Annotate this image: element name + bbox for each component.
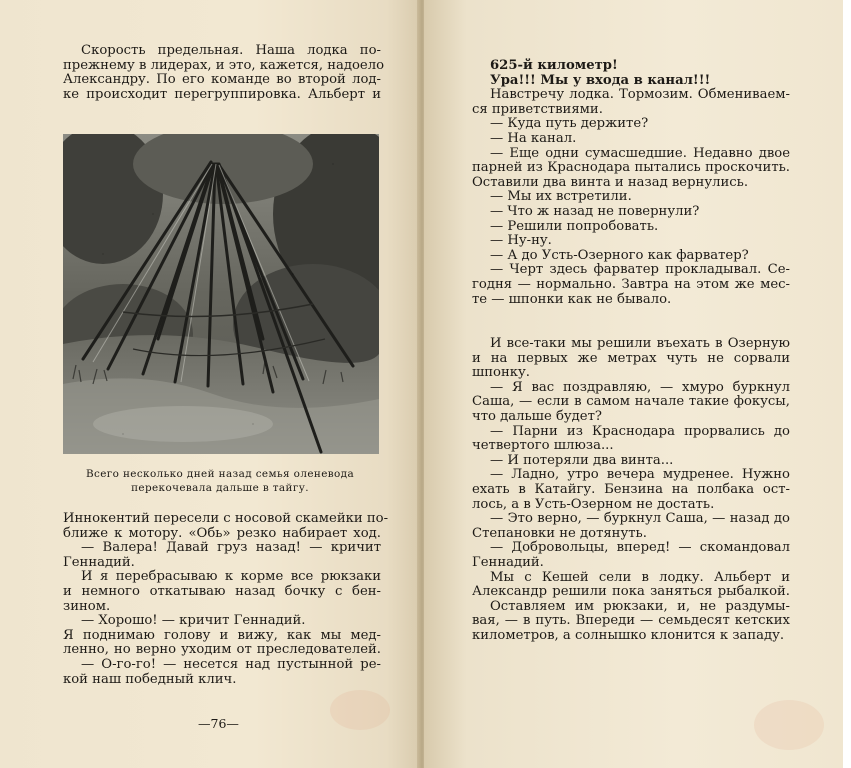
right-page xyxy=(424,0,851,768)
page-edge xyxy=(843,0,851,768)
tepee-illustration xyxy=(63,134,379,454)
text-line: — Что ж назад не повернули? xyxy=(490,203,700,219)
text-line: годня — нормально. Завтра на этом же мес- xyxy=(472,276,790,292)
text-line: — Ну-ну. xyxy=(490,233,552,249)
text-line: Навстречу лодка. Тормозим. Обмениваем- xyxy=(490,87,790,103)
text-line: Александр решили пока заняться рыбалкой. xyxy=(472,584,790,600)
text-line: Саша, — если в самом начале такие фокусы, xyxy=(472,394,790,410)
tepee-frame-photo xyxy=(63,134,379,454)
text-line: лось, а в Усть-Озерном не достать. xyxy=(472,496,715,512)
text-line: — О-го-го! — несется над пустынной ре- xyxy=(81,656,381,672)
text-line: четвертого шлюза... xyxy=(472,438,614,454)
text-line: — Мы их встретили. xyxy=(490,189,632,205)
text-line: — Это верно, — буркнул Саша, — назад до xyxy=(490,511,790,527)
text-line: что дальше будет? xyxy=(472,408,602,424)
text-line: — Парни из Краснодара прорвались до xyxy=(490,423,790,439)
caption-line: перекочевала дальше в тайгу. xyxy=(131,482,309,494)
text-line: Я поднимаю голову и вижу, как мы мед- xyxy=(63,627,381,643)
paper-stain xyxy=(330,690,390,730)
text-line: шпонку. xyxy=(472,365,530,381)
text-line: И я перебрасываю к корме все рюкзаки xyxy=(81,569,381,585)
text-line: Мы с Кешей сели в лодку. Альберт и xyxy=(490,569,790,585)
text-line: Александру. По его команде во второй лод- xyxy=(63,72,381,88)
text-line: ся приветствиями. xyxy=(472,101,603,117)
text-line: и немного откатываю назад бочку с бен- xyxy=(63,583,381,599)
caption-line: Всего несколько дней назад семья оленевода xyxy=(85,468,355,480)
paper-stain xyxy=(754,700,824,750)
text-line: Иннокентий пересели с носовой скамейки по- xyxy=(63,511,389,526)
text-line: ехать в Катайгу. Бензина на полбака ост- xyxy=(472,481,790,497)
text-line: Геннадий. xyxy=(63,554,135,570)
text-line: зином. xyxy=(63,598,111,614)
text-line: и на первых же метрах чуть не сорвали xyxy=(472,350,790,366)
right-top-paragraph xyxy=(472,59,790,307)
text-line: Геннадий. xyxy=(472,554,544,570)
text-line: вая, — в путь. Впереди — семьдесят кетских xyxy=(472,613,790,629)
text-line: ке происходит перегруппировка. Альберт и xyxy=(63,86,381,102)
text-line: Оставляем им рюкзаки, и, не раздумы- xyxy=(490,598,790,614)
text-line: 625-й километр! xyxy=(490,58,618,73)
right-bottom-paragraph xyxy=(472,337,790,643)
text-line: километров, а солнышко клонится к западу. xyxy=(472,627,785,643)
left-page xyxy=(0,0,420,768)
photo-caption xyxy=(58,467,382,495)
text-line: кой наш победный клич. xyxy=(63,671,237,687)
text-line: те — шпонки как не бывало. xyxy=(472,291,672,307)
text-line: — А до Усть-Озерного как фарватер? xyxy=(490,247,749,263)
text-line: Ура!!! Мы у входа в канал!!! xyxy=(490,72,711,88)
text-line: — На канал. xyxy=(490,130,577,146)
text-line: — Черт здесь фарватер прокладывал. Се- xyxy=(490,262,790,278)
text-line: Степановки не дотянуть. xyxy=(472,525,647,541)
text-line: — Еще одни сумасшедшие. Недавно двое xyxy=(490,145,790,161)
page-number: —76— xyxy=(198,716,239,731)
text-line: прежнему в лидерах, и это, кажется, надоело xyxy=(63,57,385,73)
text-line: — И потеряли два винта... xyxy=(490,452,674,468)
left-bottom-paragraph xyxy=(63,511,389,687)
text-line: — Куда путь держите? xyxy=(490,116,649,132)
text-line: И все-таки мы решили въехать в Озерную xyxy=(490,336,790,351)
text-line: — Ладно, утро вечера мудренее. Нужно xyxy=(490,467,790,483)
left-top-paragraph xyxy=(63,43,385,102)
text-line: Скорость предельная. Наша лодка по- xyxy=(81,43,381,58)
text-line: парней из Краснодара пытались проскочить. xyxy=(472,160,790,176)
text-line: — Хорошо! — кричит Геннадий. xyxy=(81,613,306,629)
text-line: — Добровольцы, вперед! — скомандовал xyxy=(490,540,790,556)
text-line: Оставили два винта и назад вернулись. xyxy=(472,174,749,190)
text-line: — Я вас поздравляю, — хмуро буркнул xyxy=(490,379,790,395)
text-line: — Решили попробовать. xyxy=(490,218,659,234)
text-line: — Валера! Давай груз назад! — кричит xyxy=(81,540,381,556)
text-line: ленно, но верно уходим от преследователей. xyxy=(63,642,381,658)
text-line: ближе к мотору. «Обь» резко набирает ход. xyxy=(63,525,381,541)
